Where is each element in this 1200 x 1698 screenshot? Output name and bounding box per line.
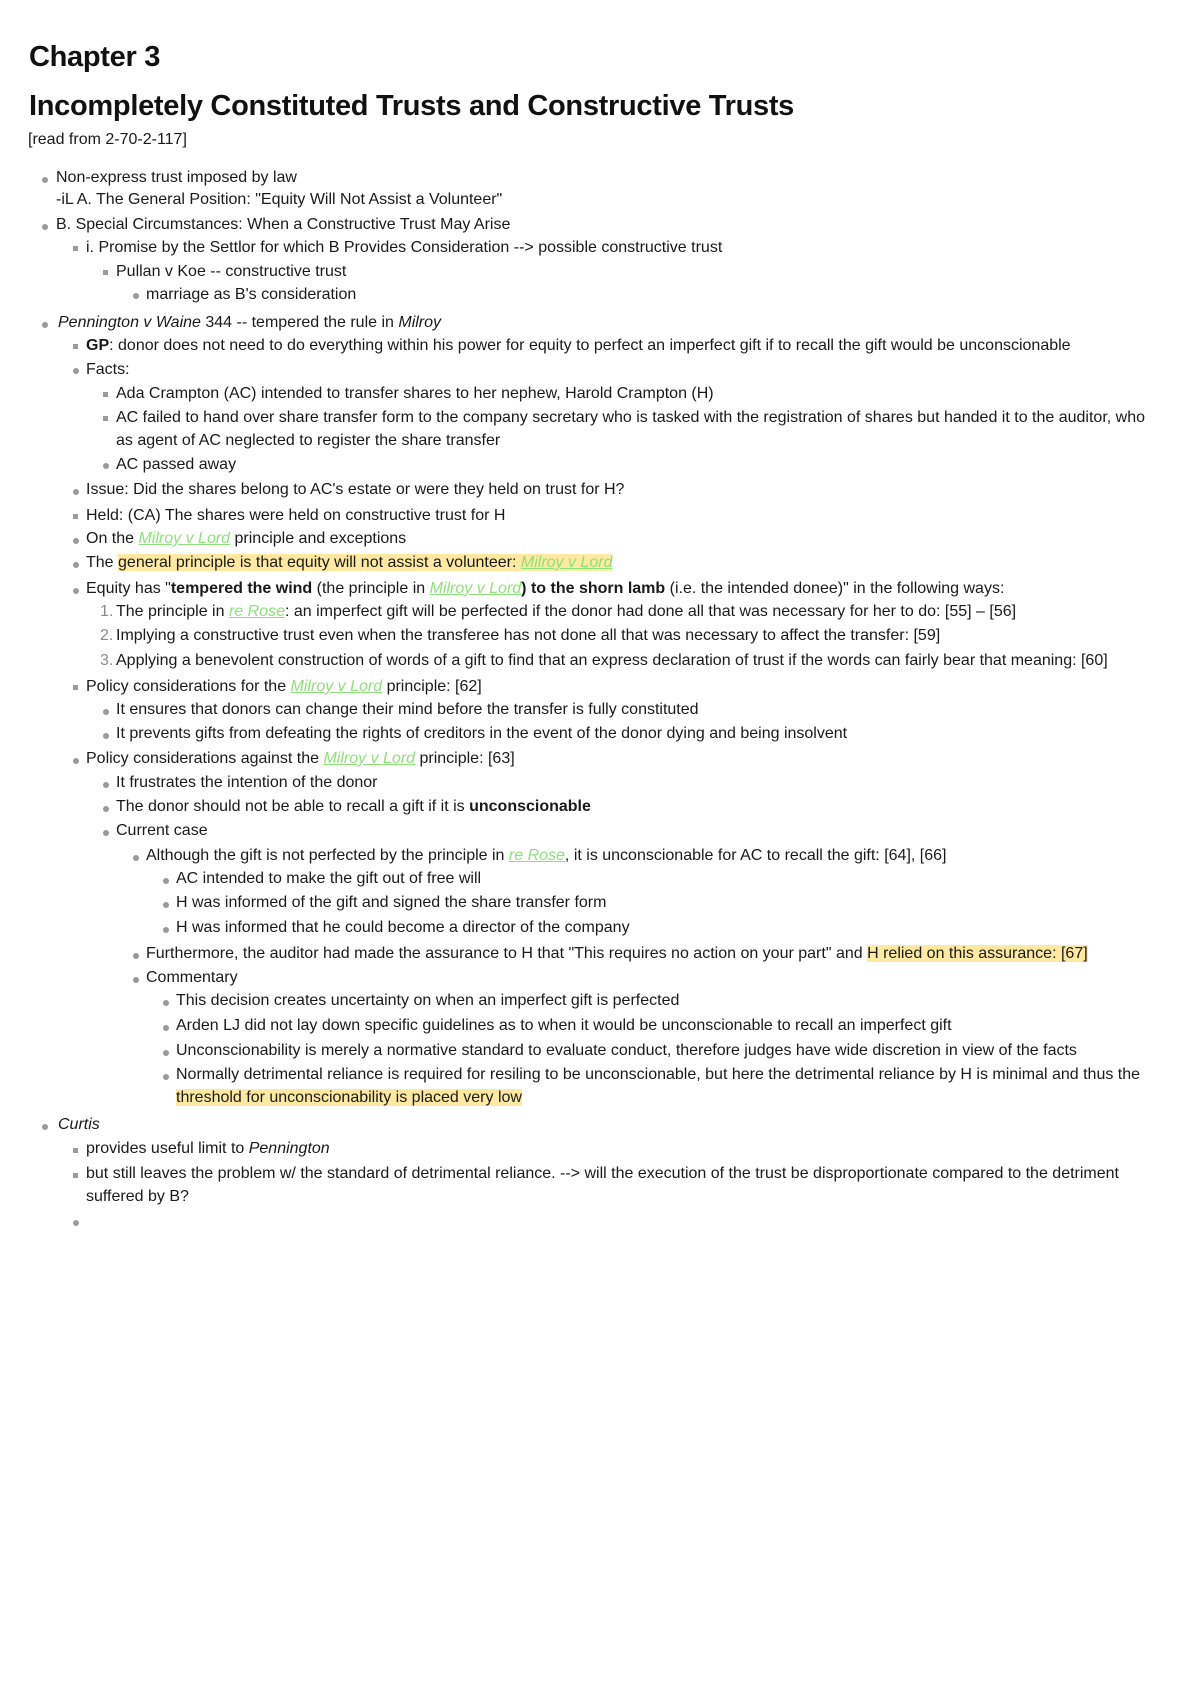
bullet-icon (163, 1025, 169, 1031)
list-item: Facts: (86, 361, 130, 378)
list-item (146, 846, 946, 866)
bullet-icon (133, 855, 139, 861)
list-item: i. Promise by the Settlor for which B Provides Consideration --> possible constructive trust (86, 239, 723, 256)
list-item (86, 1139, 330, 1159)
list-item (146, 944, 1088, 964)
text: Although the gift is not perfected by the principle in (146, 847, 509, 864)
bold-text: tempered the wind (170, 580, 313, 597)
list-item: AC failed to hand over share transfer form to the company secretary who is tasked with the registration of shares but handed it to the auditor, who (116, 409, 1145, 426)
list-item: This decision creates uncertainty on when an imperfect gift is perfected (176, 992, 680, 1009)
bullet-icon (42, 322, 48, 328)
highlighted-text: threshold for unconscionability is placed very low (176, 1089, 522, 1106)
case-name: Curtis (58, 1116, 100, 1133)
gp-label: GP (86, 337, 110, 354)
bullet-icon (73, 562, 79, 568)
text: The donor should not be able to recall a gift if it is (116, 798, 470, 815)
highlighted-text: H relied on this assurance: [67] (867, 945, 1088, 962)
text: provides useful limit to (86, 1140, 249, 1157)
case-link-milroy-v-lord[interactable]: Milroy v Lord (429, 580, 522, 597)
list-item: -iL A. The General Position: "Equity Will Not Assist a Volunteer" (56, 191, 503, 208)
text: Furthermore, the auditor had made the assurance to H that "This requires no action on your part" and (146, 945, 868, 962)
case-link-milroy-v-lord[interactable]: Milroy v Lord (290, 678, 383, 695)
list-number: 2. (100, 627, 114, 644)
text: principle: [63] (415, 750, 515, 767)
list-item (58, 1115, 100, 1135)
bullet-icon (163, 927, 169, 933)
list-item: Pullan v Koe -- constructive trust (116, 263, 347, 280)
text: Policy considerations for the (86, 678, 291, 695)
list-item: Ada Crampton (AC) intended to transfer shares to her nephew, Harold Crampton (H) (116, 385, 714, 402)
text: principle: [62] (382, 678, 482, 695)
bullet-icon (73, 1148, 78, 1153)
bullet-icon (163, 1050, 169, 1056)
list-item (86, 749, 515, 769)
bullet-icon (73, 489, 79, 495)
list-item: It ensures that donors can change their mind before the transfer is fully constituted (116, 701, 699, 718)
text: (the principle in (312, 580, 430, 597)
case-name: Pennington v Waine (58, 314, 201, 331)
list-item (86, 553, 612, 573)
list-item: Applying a benevolent construction of words of a gift to find that an express declaration of trust if the words can fairly bear that meaning: [60] (116, 652, 1108, 669)
list-item: Held: (CA) The shares were held on constructive trust for H (86, 507, 506, 524)
list-item: marriage as B's consideration (146, 286, 357, 303)
bullet-icon (103, 392, 108, 397)
list-item (86, 529, 406, 549)
text: 344 -- tempered the rule in (200, 314, 399, 331)
text: On the (86, 530, 139, 547)
page-title: Incompletely Constituted Trusts and Constructive Trusts (29, 90, 795, 122)
text: principle and exceptions (230, 530, 407, 547)
list-number: 1. (100, 603, 114, 620)
text: , it is unconscionable for AC to recall the gift: [64], [66] (564, 847, 947, 864)
empty-bullet-icon (73, 1220, 79, 1226)
chapter-heading: Chapter 3 (29, 41, 161, 73)
bullet-icon (103, 806, 109, 812)
text: The principle in (116, 603, 229, 620)
list-item: H was informed that he could become a director of the company (176, 919, 630, 936)
bullet-icon (73, 1173, 78, 1178)
bullet-icon (103, 416, 108, 421)
list-item-continued: as agent of AC neglected to register the share transfer (116, 432, 501, 449)
list-item: Current case (116, 822, 208, 839)
bullet-icon (73, 758, 79, 764)
read-note: [read from 2-70-2-117] (28, 131, 187, 148)
list-item: AC passed away (116, 456, 237, 473)
bullet-icon (163, 1074, 169, 1080)
list-item: but still leaves the problem w/ the standard of detrimental reliance. --> will the execution of the trust be disproportionate compared to the detriment (86, 1165, 1119, 1182)
bullet-icon (73, 538, 79, 544)
bullet-icon (73, 246, 78, 251)
highlighted-text (118, 554, 612, 571)
bold-text: ) to the shorn lamb (521, 580, 666, 597)
case-link-re-rose[interactable]: re Rose (228, 603, 285, 620)
bullet-icon (73, 368, 79, 374)
list-item: Normally detrimental reliance is required for resiling to be unconscionable, but here the detrimental reliance by H is minimal and thus the (176, 1066, 1141, 1083)
bullet-icon (42, 177, 48, 183)
bullet-icon (163, 1000, 169, 1006)
case-link-milroy-v-lord[interactable]: Milroy v Lord (520, 554, 613, 571)
bullet-icon (103, 709, 109, 715)
bullet-icon (163, 878, 169, 884)
list-item (86, 677, 482, 697)
text: Equity has " (86, 580, 171, 597)
list-item: It frustrates the intention of the donor (116, 774, 378, 791)
list-item: Implying a constructive trust even when the transferee has not done all that was necessary to affect the transfer: [59] (116, 627, 941, 644)
list-item: AC intended to make the gift out of free will (176, 870, 482, 887)
list-number: 3. (100, 652, 114, 669)
list-item: H was informed of the gift and signed the share transfer form (176, 894, 607, 911)
bullet-icon (103, 782, 109, 788)
bullet-icon (42, 224, 48, 230)
list-item (86, 336, 1071, 356)
list-item: Unconscionability is merely a normative standard to evaluate conduct, therefore judges have wide discretion in view of the facts (176, 1042, 1077, 1059)
case-name: Milroy (398, 314, 442, 331)
bullet-icon (133, 293, 139, 299)
text: : donor does not need to do everything within his power for equity to perfect an imperfect gift if to recall the gift would be unconscionable (109, 337, 1071, 354)
list-item (116, 602, 1016, 622)
case-link-milroy-v-lord[interactable]: Milroy v Lord (138, 530, 231, 547)
list-item: B. Special Circumstances: When a Constructive Trust May Arise (56, 216, 511, 233)
text: : an imperfect gift will be perfected if the donor had done all that was necessary for her to do: [55] – [56] (284, 603, 1017, 620)
list-item (58, 313, 441, 333)
case-link-milroy-v-lord[interactable]: Milroy v Lord (323, 750, 416, 767)
bullet-icon (133, 977, 139, 983)
list-item (86, 579, 1004, 599)
bullet-icon (42, 1124, 48, 1130)
list-item: It prevents gifts from defeating the rights of creditors in the event of the donor dying and being insolvent (116, 725, 848, 742)
case-link-re-rose[interactable]: re Rose (508, 847, 565, 864)
bullet-icon (103, 830, 109, 836)
list-item: Arden LJ did not lay down specific guidelines as to when it would be unconscionable to recall an imperfect gift (176, 1017, 952, 1034)
bullet-icon (103, 463, 109, 469)
bullet-icon (73, 344, 78, 349)
bullet-icon (73, 514, 78, 519)
text: Policy considerations against the (86, 750, 324, 767)
bullet-icon (133, 953, 139, 959)
bullet-icon (73, 588, 79, 594)
case-name: Pennington (248, 1140, 330, 1157)
bold-text: unconscionable (469, 798, 591, 815)
bullet-icon (103, 270, 108, 275)
list-item: Issue: Did the shares belong to AC's estate or were they held on trust for H? (86, 481, 625, 498)
list-item (116, 797, 591, 817)
list-item: Non-express trust imposed by law (56, 169, 297, 186)
bullet-icon (73, 685, 78, 690)
list-item: Commentary (146, 969, 238, 986)
bullet-icon (103, 733, 109, 739)
text: The (86, 554, 119, 571)
list-item-continued (176, 1088, 522, 1108)
text: (i.e. the intended donee)" in the following ways: (665, 580, 1005, 597)
bullet-icon (163, 902, 169, 908)
text: general principle is that equity will not assist a volunteer: (118, 554, 521, 571)
list-item-continued: suffered by B? (86, 1188, 189, 1205)
